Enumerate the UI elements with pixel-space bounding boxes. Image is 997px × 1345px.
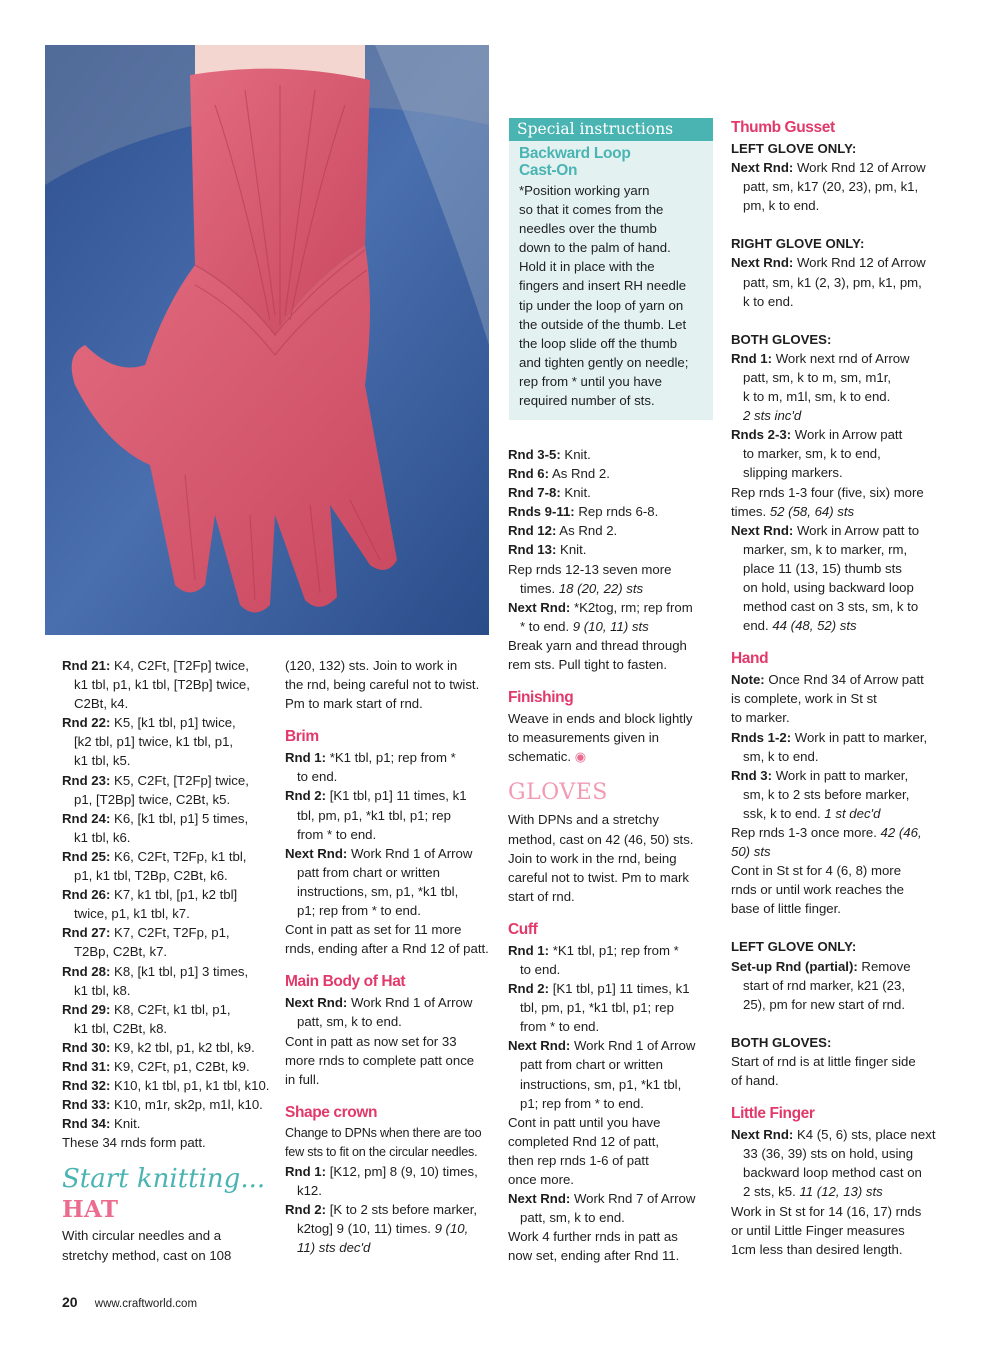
shape-crown-intro: Change to DPNs when there are too few sts to fit on the circular needles. bbox=[285, 1125, 482, 1159]
round-instruction: Rnd 28: K8, [k1 tbl, p1] 3 times, k1 tbl, k8. bbox=[62, 963, 249, 998]
main-body-after: Cont in patt as now set for 33 more rnds to complete patt once in full. bbox=[285, 1033, 475, 1087]
column-3 bbox=[508, 445, 718, 1265]
brim-rounds bbox=[285, 748, 495, 920]
crown-repeat: Rep rnds 12-13 seven more times. 18 (20, 22) sts bbox=[508, 561, 672, 596]
cuff-heading: Cuff bbox=[508, 920, 538, 938]
column-4 bbox=[731, 118, 947, 1259]
little-finger-end: Work in St st for 14 (16, 17) rnds or until Little Finger measures 1cm less than desired length. bbox=[731, 1203, 922, 1257]
round-instruction: Rnds 9-11: Rep rnds 6-8. bbox=[508, 504, 659, 520]
hand-continue: Cont in St st for 4 (6, 8) more rnds or until work reaches the base of little finger. bbox=[731, 863, 904, 917]
hand-repeat: Rep rnds 1-3 once more. 42 (46, 50) sts bbox=[731, 825, 922, 860]
page-number: 20 bbox=[62, 1294, 78, 1310]
hat-heading: HAT bbox=[62, 1196, 119, 1224]
round-instruction: Rnd 31: K9, C2Ft, p1, C2Bt, k9. bbox=[62, 1058, 250, 1074]
special-instructions-header: Special instructions bbox=[509, 118, 713, 141]
round-instruction: Rnd 30: K9, k2 tbl, p1, k2 tbl, k9. bbox=[62, 1039, 255, 1055]
round-instruction: Rnd 26: K7, k1 tbl, [p1, k2 tbl] twice, p1, k1 tbl, k7. bbox=[62, 887, 238, 922]
round-instruction: Rnd 25: K6, C2Ft, T2Fp, k1 tbl, p1, k1 tbl, T2Bp, C2Bt, k6. bbox=[62, 848, 247, 884]
start-of-round-note: Start of rnd is at little finger side of hand. bbox=[731, 1053, 916, 1089]
thumb-gusset-heading: Thumb Gusset bbox=[731, 119, 835, 136]
hand-note: Note: Once Rnd 34 of Arrow patt is complete, work in St st to marker. bbox=[731, 672, 924, 726]
gusset-next-round: Next Rnd: Work in Arrow patt to marker, sm, k to marker, rm, place 11 (13, 15) thumb sts on hold, using backward loop method cast on 3 sts, sm, k to end. 44 (48, 52) sts bbox=[731, 522, 920, 634]
yarn-ball-icon: ◉ bbox=[574, 749, 587, 765]
little-finger-next-round: Next Rnd: K4 (5, 6) sts, place next 33 (36, 39) sts on hold, using backward loop method cast on 2 sts, k5. 11 (12, 13) sts bbox=[731, 1127, 936, 1200]
gloves-intro: With DPNs and a stretchy method, cast on 42 (46, 50) sts. Join to work in the rnd, being careful not to twist. Pm to mark start of rnd. bbox=[508, 812, 694, 904]
little-finger-heading: Little Finger bbox=[731, 1105, 815, 1123]
hand-round-3: Rnd 3: Work in patt to marker, sm, k to 2 sts before marker, ssk, k to end. 1 st dec'd bbox=[731, 767, 910, 821]
round-instruction: Rnd 27: K7, C2Ft, T2Fp, p1, T2Bp, C2Bt, k7. bbox=[62, 925, 230, 960]
round-instruction: Rnd 3-5: Knit. bbox=[508, 447, 591, 462]
cuff-rounds bbox=[508, 941, 718, 1113]
main-body-rounds bbox=[285, 993, 495, 1031]
round-instruction: Rnd 1: *K1 tbl, p1; rep from * to end. bbox=[285, 750, 456, 785]
shape-crown-heading: Shape crown bbox=[285, 1103, 378, 1121]
start-knitting-heading: Start knitting... bbox=[62, 1164, 266, 1195]
right-glove-next-round: Next Rnd: Work Rnd 12 of Arrow patt, sm, k1 (2, 3), pm, k1, pm, k to end. bbox=[731, 255, 926, 309]
setup-round: Set-up Rnd (partial): Remove start of rnd marker, k21 (23, 25), pm for new start of rnd. bbox=[731, 958, 911, 1012]
hand-rounds-1-2: Rnds 1-2: Work in patt to marker, sm, k to end. bbox=[731, 729, 928, 764]
round-instruction: Next Rnd: Work Rnd 1 of Arrow patt from chart or written instructions, sm, p1, *k1 tbl, p1; rep from * to end. bbox=[285, 845, 473, 919]
gusset-repeat: Rep rnds 1-3 four (five, six) more times. 52 (58, 64) sts bbox=[731, 484, 924, 519]
left-glove-next-round: Next Rnd: Work Rnd 12 of Arrow patt, sm, k17 (20, 23), pm, k1, pm, k to end. bbox=[731, 160, 926, 214]
both-round-1: Rnd 1: Work next rnd of Arrow patt, sm, k to m, sm, m1r, k to m, m1l, sm, k to end. 2 sts inc'd bbox=[731, 350, 910, 424]
hat-intro-cont: (120, 132) sts. Join to work in the rnd, being careful not to twist. Pm to mark start of rnd. bbox=[285, 658, 480, 712]
round-instruction: Rnd 22: K5, [k1 tbl, p1] twice, [k2 tbl, p1] twice, k1 tbl, p1, k1 tbl, k5. bbox=[62, 715, 236, 769]
crown-round-2: Rnd 2: [K to 2 sts before marker, k2tog] 9 (10, 11) times. 9 (10, 11) sts dec'd bbox=[285, 1202, 478, 1256]
right-glove-only-label: RIGHT GLOVE ONLY: bbox=[731, 236, 865, 252]
round-instruction: Rnd 7-8: Knit. bbox=[508, 485, 591, 501]
round-instruction: Rnd 2: [K1 tbl, p1] 11 times, k1 tbl, pm, p1, *k1 tbl, p1; rep from * to end. bbox=[508, 981, 690, 1035]
page-footer bbox=[62, 1294, 197, 1310]
pattern-summary: These 34 rnds form patt. bbox=[62, 1135, 206, 1151]
hand-heading: Hand bbox=[731, 650, 769, 668]
crown-next-round: Next Rnd: *K2tog, rm; rep from * to end. 9 (10, 11) sts bbox=[508, 599, 693, 634]
round-instruction: Next Rnd: Work Rnd 1 of Arrow patt from chart or written instructions, sm, p1, *k1 tbl, p1; rep from * to end. bbox=[508, 1038, 696, 1111]
round-instruction: Rnd 12: As Rnd 2. bbox=[508, 523, 618, 539]
crown-rounds bbox=[508, 445, 718, 560]
round-instruction: Rnd 32: K10, k1 tbl, p1, k1 tbl, k10. bbox=[62, 1078, 270, 1094]
break-yarn: Break yarn and thread through rem sts. Pull tight to fasten. bbox=[508, 637, 687, 673]
left-glove-only-label-2: LEFT GLOVE ONLY: bbox=[731, 939, 857, 955]
pattern-rounds bbox=[62, 656, 278, 1133]
round-instruction: Rnd 13: Knit. bbox=[508, 542, 587, 558]
column-1 bbox=[62, 656, 278, 1265]
finishing-text: Weave in ends and block lightly to measurements given in schematic. ◉ bbox=[508, 711, 693, 765]
round-instruction: Rnd 21: K4, C2Ft, [T2Fp] twice, k1 tbl, p1, k1 tbl, [T2Bp] twice, C2Bt, k4. bbox=[62, 658, 250, 712]
backward-loop-heading: Backward Loop Cast-On bbox=[519, 145, 631, 179]
column-2 bbox=[285, 656, 495, 1257]
cuff-next-round: Next Rnd: Work Rnd 7 of Arrow patt, sm, k to end. bbox=[508, 1191, 696, 1226]
round-instruction: Rnd 6: As Rnd 2. bbox=[508, 466, 610, 482]
gloves-heading: GLOVES bbox=[508, 780, 608, 806]
glove-illustration bbox=[45, 45, 489, 635]
both-gloves-label: BOTH GLOVES: bbox=[731, 331, 832, 347]
cuff-end: Work 4 further rnds in patt as now set, ending after Rnd 11. bbox=[508, 1229, 680, 1264]
left-glove-only-label: LEFT GLOVE ONLY: bbox=[731, 141, 857, 156]
special-instructions-box bbox=[509, 118, 713, 420]
round-instruction: Rnd 23: K5, C2Ft, [T2Fp] twice, p1, [T2Bp] twice, C2Bt, k5. bbox=[62, 772, 249, 807]
backward-loop-text: *Position working yarn so that it comes from the needles over the thumb down to the palm of hand. Hold it in place with the fingers and insert RH needle tip under the loop of yarn on the outside of the thumb. Let the loop slide off the thumb and tighten gently on needle; rep from * until you have required number of sts. bbox=[519, 183, 689, 409]
brim-after: Cont in patt as set for 11 more rnds, ending after a Rnd 12 of patt. bbox=[285, 922, 489, 957]
hat-intro: With circular needles and a stretchy method, cast on 108 bbox=[62, 1228, 232, 1263]
website-link[interactable]: www.craftworld.com bbox=[94, 1298, 198, 1310]
main-body-heading: Main Body of Hat bbox=[285, 973, 406, 991]
both-gloves-label-2: BOTH GLOVES: bbox=[731, 1034, 832, 1050]
glove-photo bbox=[45, 45, 489, 635]
round-instruction: Rnd 2: [K1 tbl, p1] 11 times, k1 tbl, pm, p1, *k1 tbl, p1; rep from * to end. bbox=[285, 788, 467, 842]
round-instruction: Rnd 34: Knit. bbox=[62, 1116, 141, 1132]
round-instruction: Rnd 1: *K1 tbl, p1; rep from * to end. bbox=[508, 942, 679, 977]
round-instruction: Rnd 29: K8, C2Ft, k1 tbl, p1, k1 tbl, C2Bt, k8. bbox=[62, 1001, 231, 1036]
crown-round-1: Rnd 1: [K12, pm] 8 (9, 10) times, k12. bbox=[285, 1163, 478, 1199]
both-rounds-2-3: Rnds 2-3: Work in Arrow patt to marker, sm, k to end, slipping markers. bbox=[731, 427, 903, 481]
finishing-heading: Finishing bbox=[508, 689, 574, 707]
cuff-after: Cont in patt until you have completed Rnd 12 of patt, then rep rnds 1-6 of patt once more. bbox=[508, 1114, 661, 1187]
round-instruction: Rnd 33: K10, m1r, sk2p, m1l, k10. bbox=[62, 1097, 263, 1113]
round-instruction: Rnd 24: K6, [k1 tbl, p1] 5 times, k1 tbl, k6. bbox=[62, 810, 249, 845]
brim-heading: Brim bbox=[285, 728, 319, 746]
round-instruction: Next Rnd: Work Rnd 1 of Arrow patt, sm, k to end. bbox=[285, 995, 473, 1030]
